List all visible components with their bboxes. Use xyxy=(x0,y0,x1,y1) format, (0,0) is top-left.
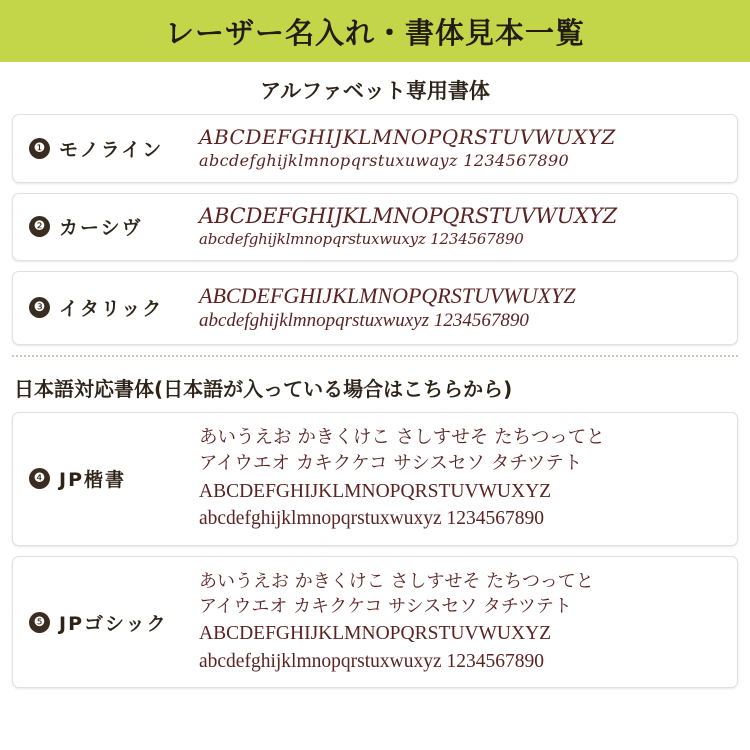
number-badge-2: ❷ xyxy=(29,216,50,237)
font-label-italic xyxy=(13,294,199,321)
font-sample-jp-kaisho xyxy=(199,413,737,545)
font-card-monoline xyxy=(12,114,738,183)
sample-line-lowercase: abcdefghijklmnopqrstuxwuxyz 1234567890 xyxy=(199,229,524,248)
number-badge-5: ❺ xyxy=(29,612,50,633)
sample-line-katakana: アイウエオ カキクケコ サシスセソ タチツテト xyxy=(199,596,572,618)
sample-line-uppercase: ABCDEFGHIJKLMNOPQRSTUVWUXYZ xyxy=(199,125,616,149)
font-card-jp-gothic xyxy=(12,556,738,688)
font-sample-monoline xyxy=(199,115,737,182)
sample-line-hiragana: あいうえお かきくけこ さしすせそ たちつってと xyxy=(199,426,605,448)
sample-line-lowercase: abcdefghijklmnopqrstuxwuxyz 1234567890 xyxy=(199,650,544,672)
sample-line-uppercase: ABCDEFGHIJKLMNOPQRSTUVWUXYZ xyxy=(199,282,576,308)
font-name-jp-kaisho: JP楷書 xyxy=(59,469,126,492)
font-name-monoline: モノライン xyxy=(59,138,164,161)
sample-line-katakana: アイウエオ カキクケコ サシスセソ タチツテト xyxy=(199,453,583,475)
sample-line-lowercase: abcdefghijklmnopqrstuxwuxyz 1234567890 xyxy=(199,310,529,332)
font-name-jp-gothic: JPゴシック xyxy=(59,612,168,635)
font-card-cursive xyxy=(12,193,738,261)
page-title: レーザー名入れ・書体見本一覧 xyxy=(164,15,585,50)
font-name-italic: イタリック xyxy=(59,298,164,321)
font-sample-cursive xyxy=(199,194,737,260)
sample-line-hiragana: あいうえお かきくけこ さしすせそ たちつってと xyxy=(199,570,594,592)
sample-line-uppercase: ABCDEFGHIJKLMNOPQRSTUVWUXYZ xyxy=(199,622,552,644)
font-label-monoline xyxy=(13,135,199,162)
sample-line-uppercase: ABCDEFGHIJKLMNOPQRSTUVWUXYZ xyxy=(199,480,552,502)
sample-line-lowercase: abcdefghijklmnopqrstuxuwayz 1234567890 xyxy=(199,151,570,170)
font-name-cursive: カーシヴ xyxy=(59,217,143,240)
sample-line-uppercase: ABCDEFGHIJKLMNOPQRSTUVWUXYZ xyxy=(199,203,618,228)
number-badge-4: ❹ xyxy=(29,468,50,489)
section-divider xyxy=(12,355,738,357)
number-badge-3: ❸ xyxy=(29,297,50,318)
font-label-cursive xyxy=(13,213,199,240)
font-card-jp-kaisho xyxy=(12,412,738,546)
font-label-jp-gothic xyxy=(13,609,199,636)
page-header xyxy=(0,0,750,62)
font-card-italic xyxy=(12,271,738,345)
font-label-jp-kaisho xyxy=(13,465,199,492)
section-title-japanese: 日本語対応書体(日本語が入っている場合はこちらから) xyxy=(14,376,513,401)
number-badge-1: ❶ xyxy=(29,138,50,159)
sample-line-lowercase: abcdefghijklmnopqrstuxwuxyz 1234567890 xyxy=(199,508,544,530)
font-sample-jp-gothic xyxy=(199,557,737,687)
section-title-alphabet: アルファベット専用書体 xyxy=(260,79,490,103)
font-sample-italic xyxy=(199,272,737,344)
